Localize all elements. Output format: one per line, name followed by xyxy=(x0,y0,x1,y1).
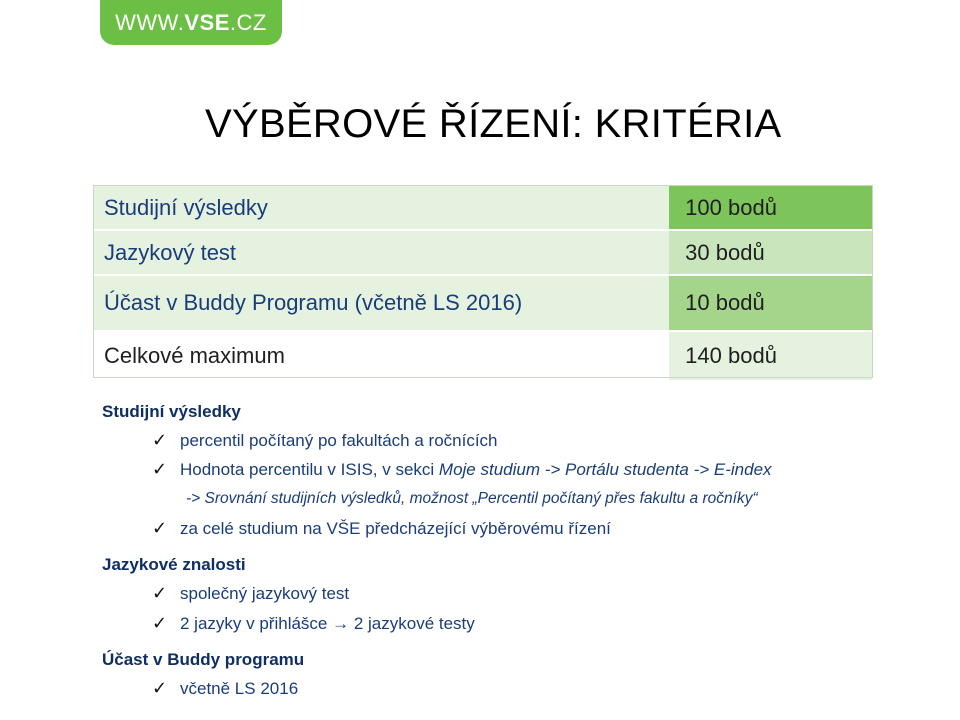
checkmark-icon: ✓ xyxy=(152,678,168,698)
page-title: VÝBĚROVÉ ŘÍZENÍ: KRITÉRIA xyxy=(205,102,782,146)
section-heading-language: Jazykové znalosti xyxy=(102,555,246,574)
score-label: Jazykový test xyxy=(94,229,669,274)
list-item-text: včetně LS 2016 xyxy=(180,679,299,698)
list-item xyxy=(152,518,611,539)
table-row xyxy=(94,330,872,380)
list-item-text: za celé studium na VŠE předcházející výběrovému řízení xyxy=(180,519,611,538)
list-item xyxy=(152,678,298,699)
score-table xyxy=(94,186,872,380)
score-value: 100 bodů xyxy=(669,186,872,229)
score-label: Účast v Buddy Programu (včetně LS 2016) xyxy=(94,274,669,330)
score-value: 10 bodů xyxy=(669,274,872,330)
list-item xyxy=(152,459,772,480)
table-row xyxy=(94,274,872,330)
list-item-text: 2 jazyky v přihlášce → 2 jazykové testy xyxy=(180,614,475,633)
section-heading-buddy: Účast v Buddy programu xyxy=(102,650,305,669)
site-url: WWW.VSE.CZ xyxy=(115,9,267,35)
section-heading-study: Studijní výsledky xyxy=(102,402,241,421)
checkmark-icon: ✓ xyxy=(152,613,168,633)
score-label: Celkové maximum xyxy=(94,330,669,380)
checkmark-icon: ✓ xyxy=(152,518,168,538)
list-item xyxy=(152,613,475,634)
list-item xyxy=(152,430,498,451)
list-item-text: Hodnota percentilu v ISIS, v sekci Moje studium -> Portálu studenta -> E-index xyxy=(180,460,772,479)
list-item-text: percentil počítaný po fakultách a ročnících xyxy=(180,431,498,450)
list-item xyxy=(152,583,349,604)
checkmark-icon: ✓ xyxy=(152,459,168,479)
table-row xyxy=(94,229,872,274)
table-row xyxy=(94,186,872,229)
score-value: 30 bodů xyxy=(669,229,872,274)
checkmark-icon: ✓ xyxy=(152,430,168,450)
score-value: 140 bodů xyxy=(669,330,872,380)
list-item-subtext: -> Srovnání studijních výsledků, možnost „Percentil počítaný přes fakultu a ročníky“ xyxy=(186,490,758,507)
checkmark-icon: ✓ xyxy=(152,583,168,603)
site-header-tab[interactable] xyxy=(100,0,282,45)
score-label: Studijní výsledky xyxy=(94,186,669,229)
list-item-text: společný jazykový test xyxy=(180,584,350,603)
